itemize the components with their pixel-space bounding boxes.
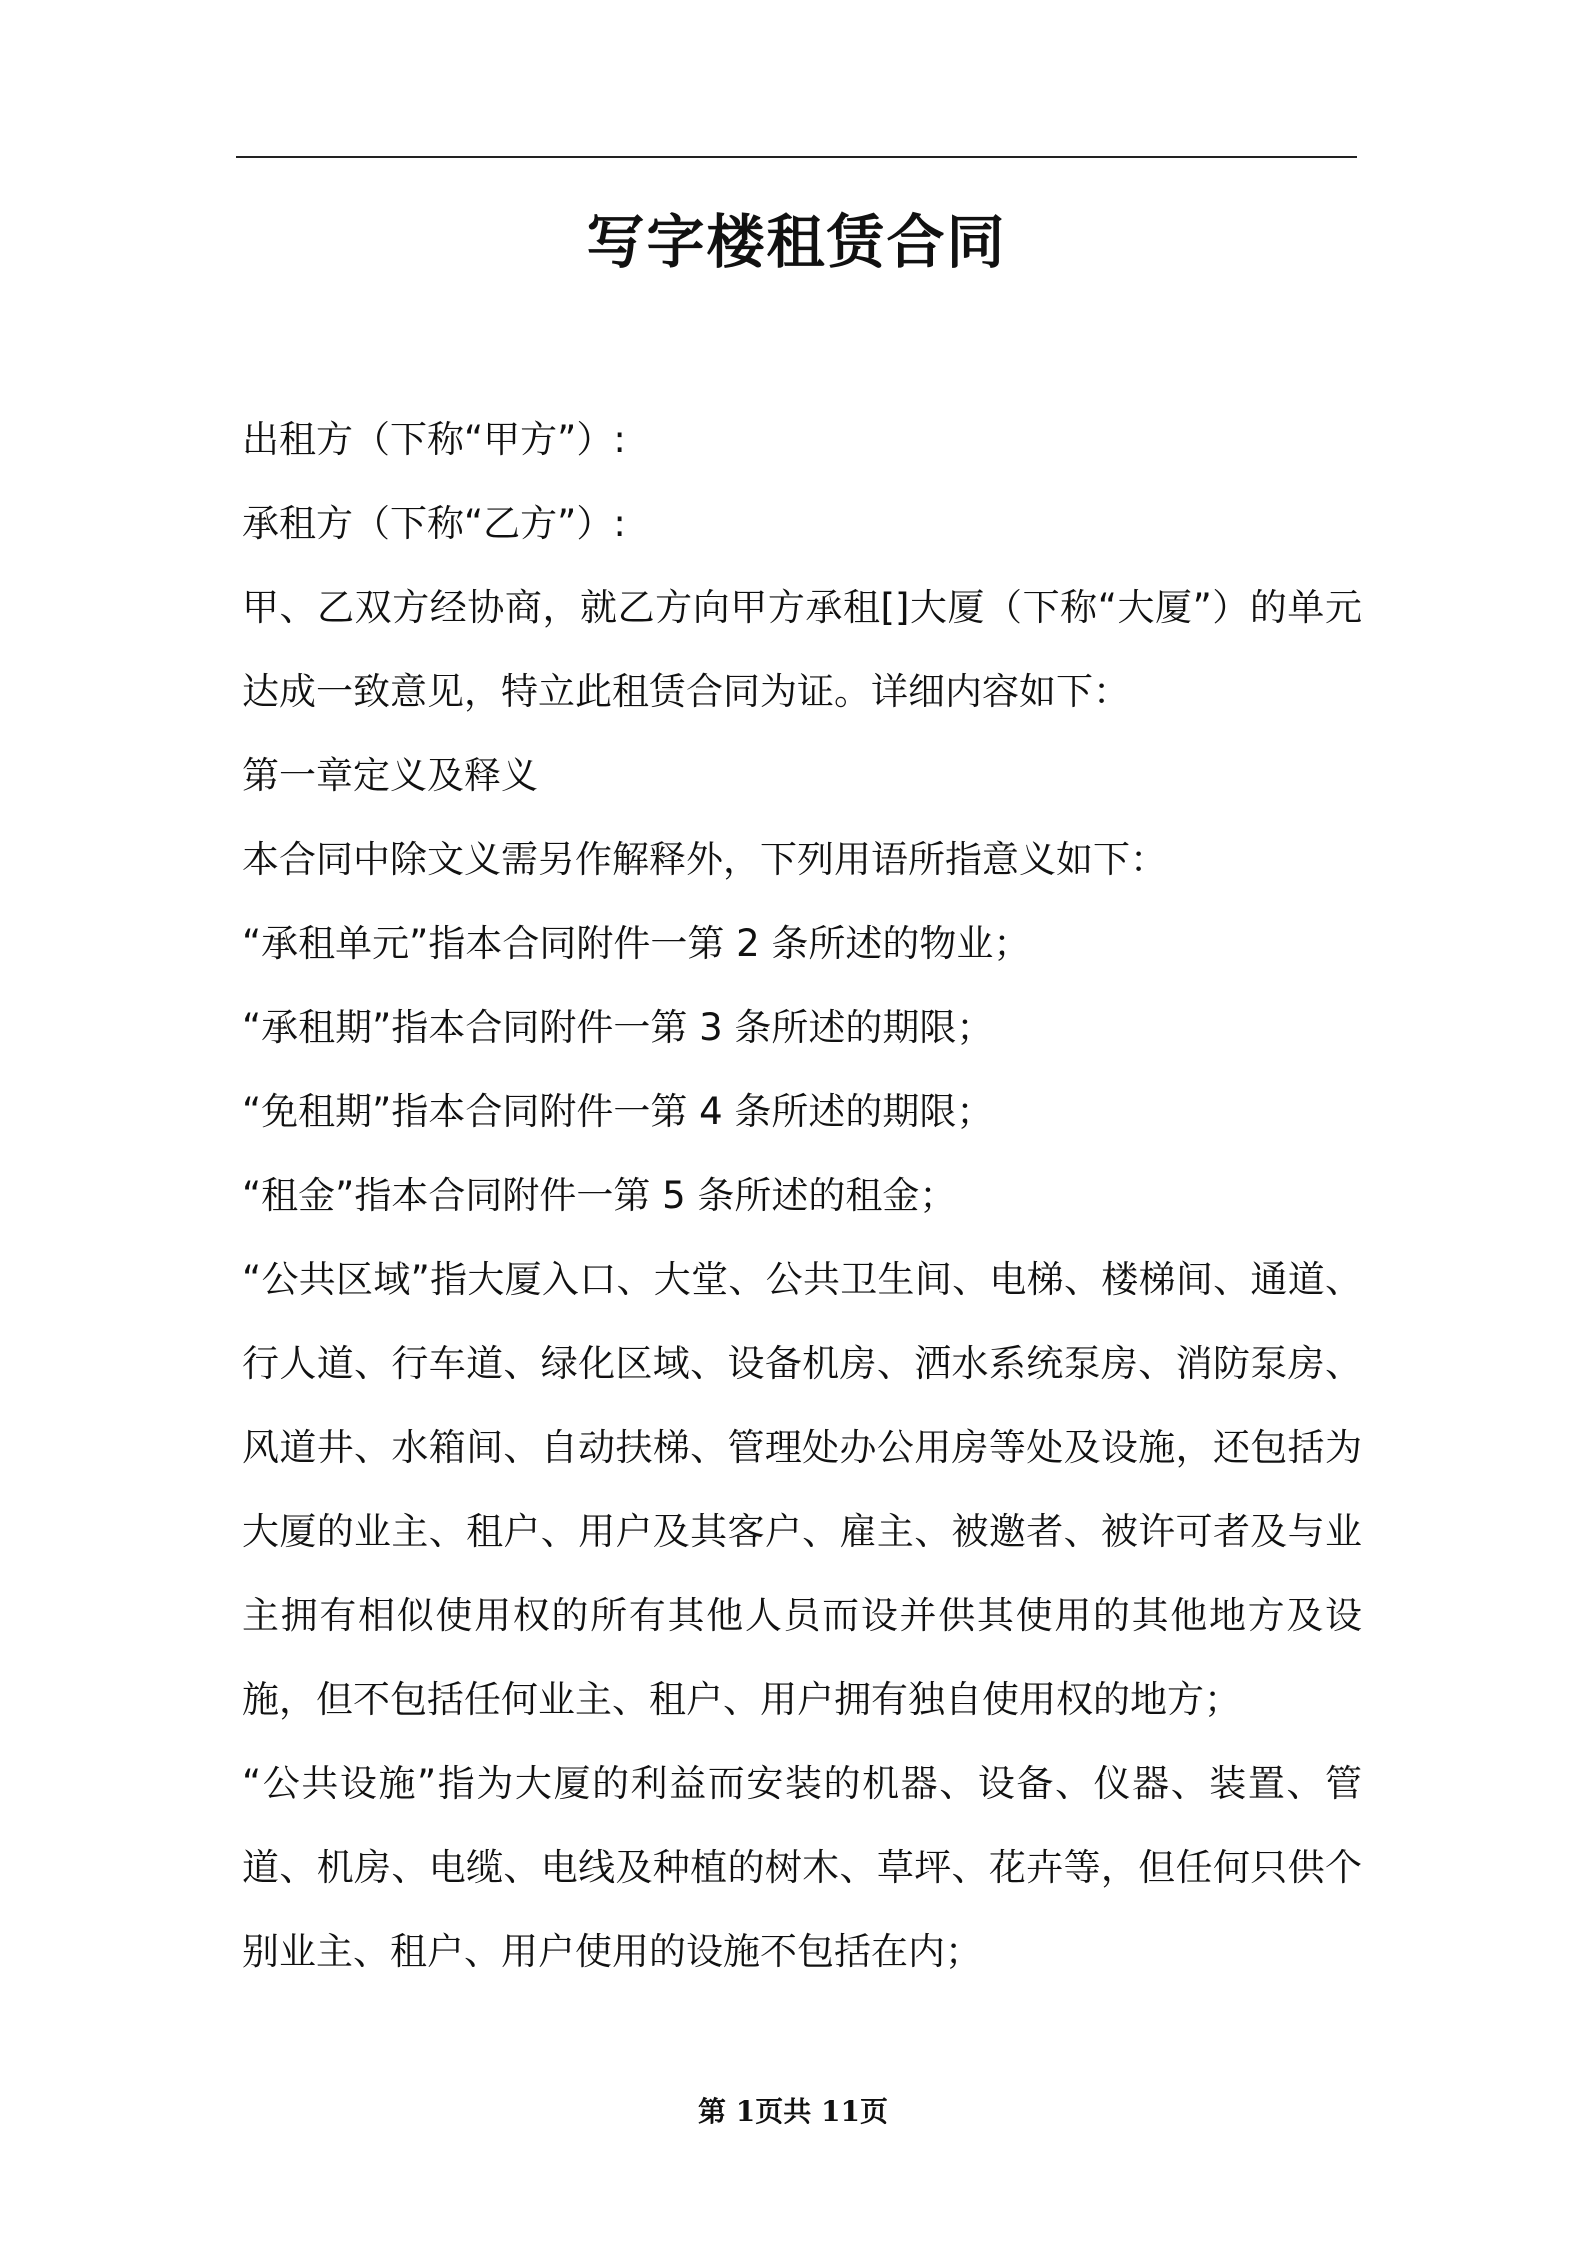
document-body <box>242 398 1362 1994</box>
preamble-paragraph: 甲、乙双方经协商，就乙方向甲方承租[]大厦（下称“大厦”）的单元达成一致意见，特立此租赁合同为证。详细内容如下： <box>242 586 1362 713</box>
party-b-line: 承租方（下称“乙方”）: <box>242 502 626 545</box>
definition-leased-unit: “承租单元”指本合同附件一第 2 条所述的物业； <box>242 922 1031 965</box>
definition-lease-term: “承租期”指本合同附件一第 3 条所述的期限； <box>242 1006 994 1049</box>
chapter-heading: 第一章定义及释义 <box>242 754 538 797</box>
definitions-intro: 本合同中除文义需另作解释外，下列用语所指意义如下： <box>242 838 1167 881</box>
document-title: 写字楼租赁合同 <box>586 208 1007 276</box>
definition-rent-free-period: “免租期”指本合同附件一第 4 条所述的期限； <box>242 1090 994 1133</box>
header-rule <box>236 156 1357 158</box>
definition-common-areas: “公共区域”指大厦入口、大堂、公共卫生间、电梯、楼梯间、通道、行人道、行车道、绿化区域、设备机房、洒水系统泵房、消防泵房、风道井、水箱间、自动扶梯、管理处办公用房等处及设施，还包括为大厦的业主、租户、用户及其客户、雇主、被邀者、被许可者及与业主拥有相似使用权的所有其他人员而设并供其使用的其他地方及设施，但不包括任何业主、租户、用户拥有独自使用权的地方； <box>242 1258 1362 1721</box>
definition-rent: “租金”指本合同附件一第 5 条所述的租金； <box>242 1174 957 1217</box>
party-a-line: 出租方（下称“甲方”）: <box>242 418 626 461</box>
page-footer: 第 1页共 11页 <box>698 2095 888 2128</box>
definition-common-facilities: “公共设施”指为大厦的利益而安装的机器、设备、仪器、装置、管道、机房、电缆、电线及种植的树木、草坪、花卉等，但任何只供个别业主、租户、用户使用的设施不包括在内； <box>242 1762 1362 1973</box>
